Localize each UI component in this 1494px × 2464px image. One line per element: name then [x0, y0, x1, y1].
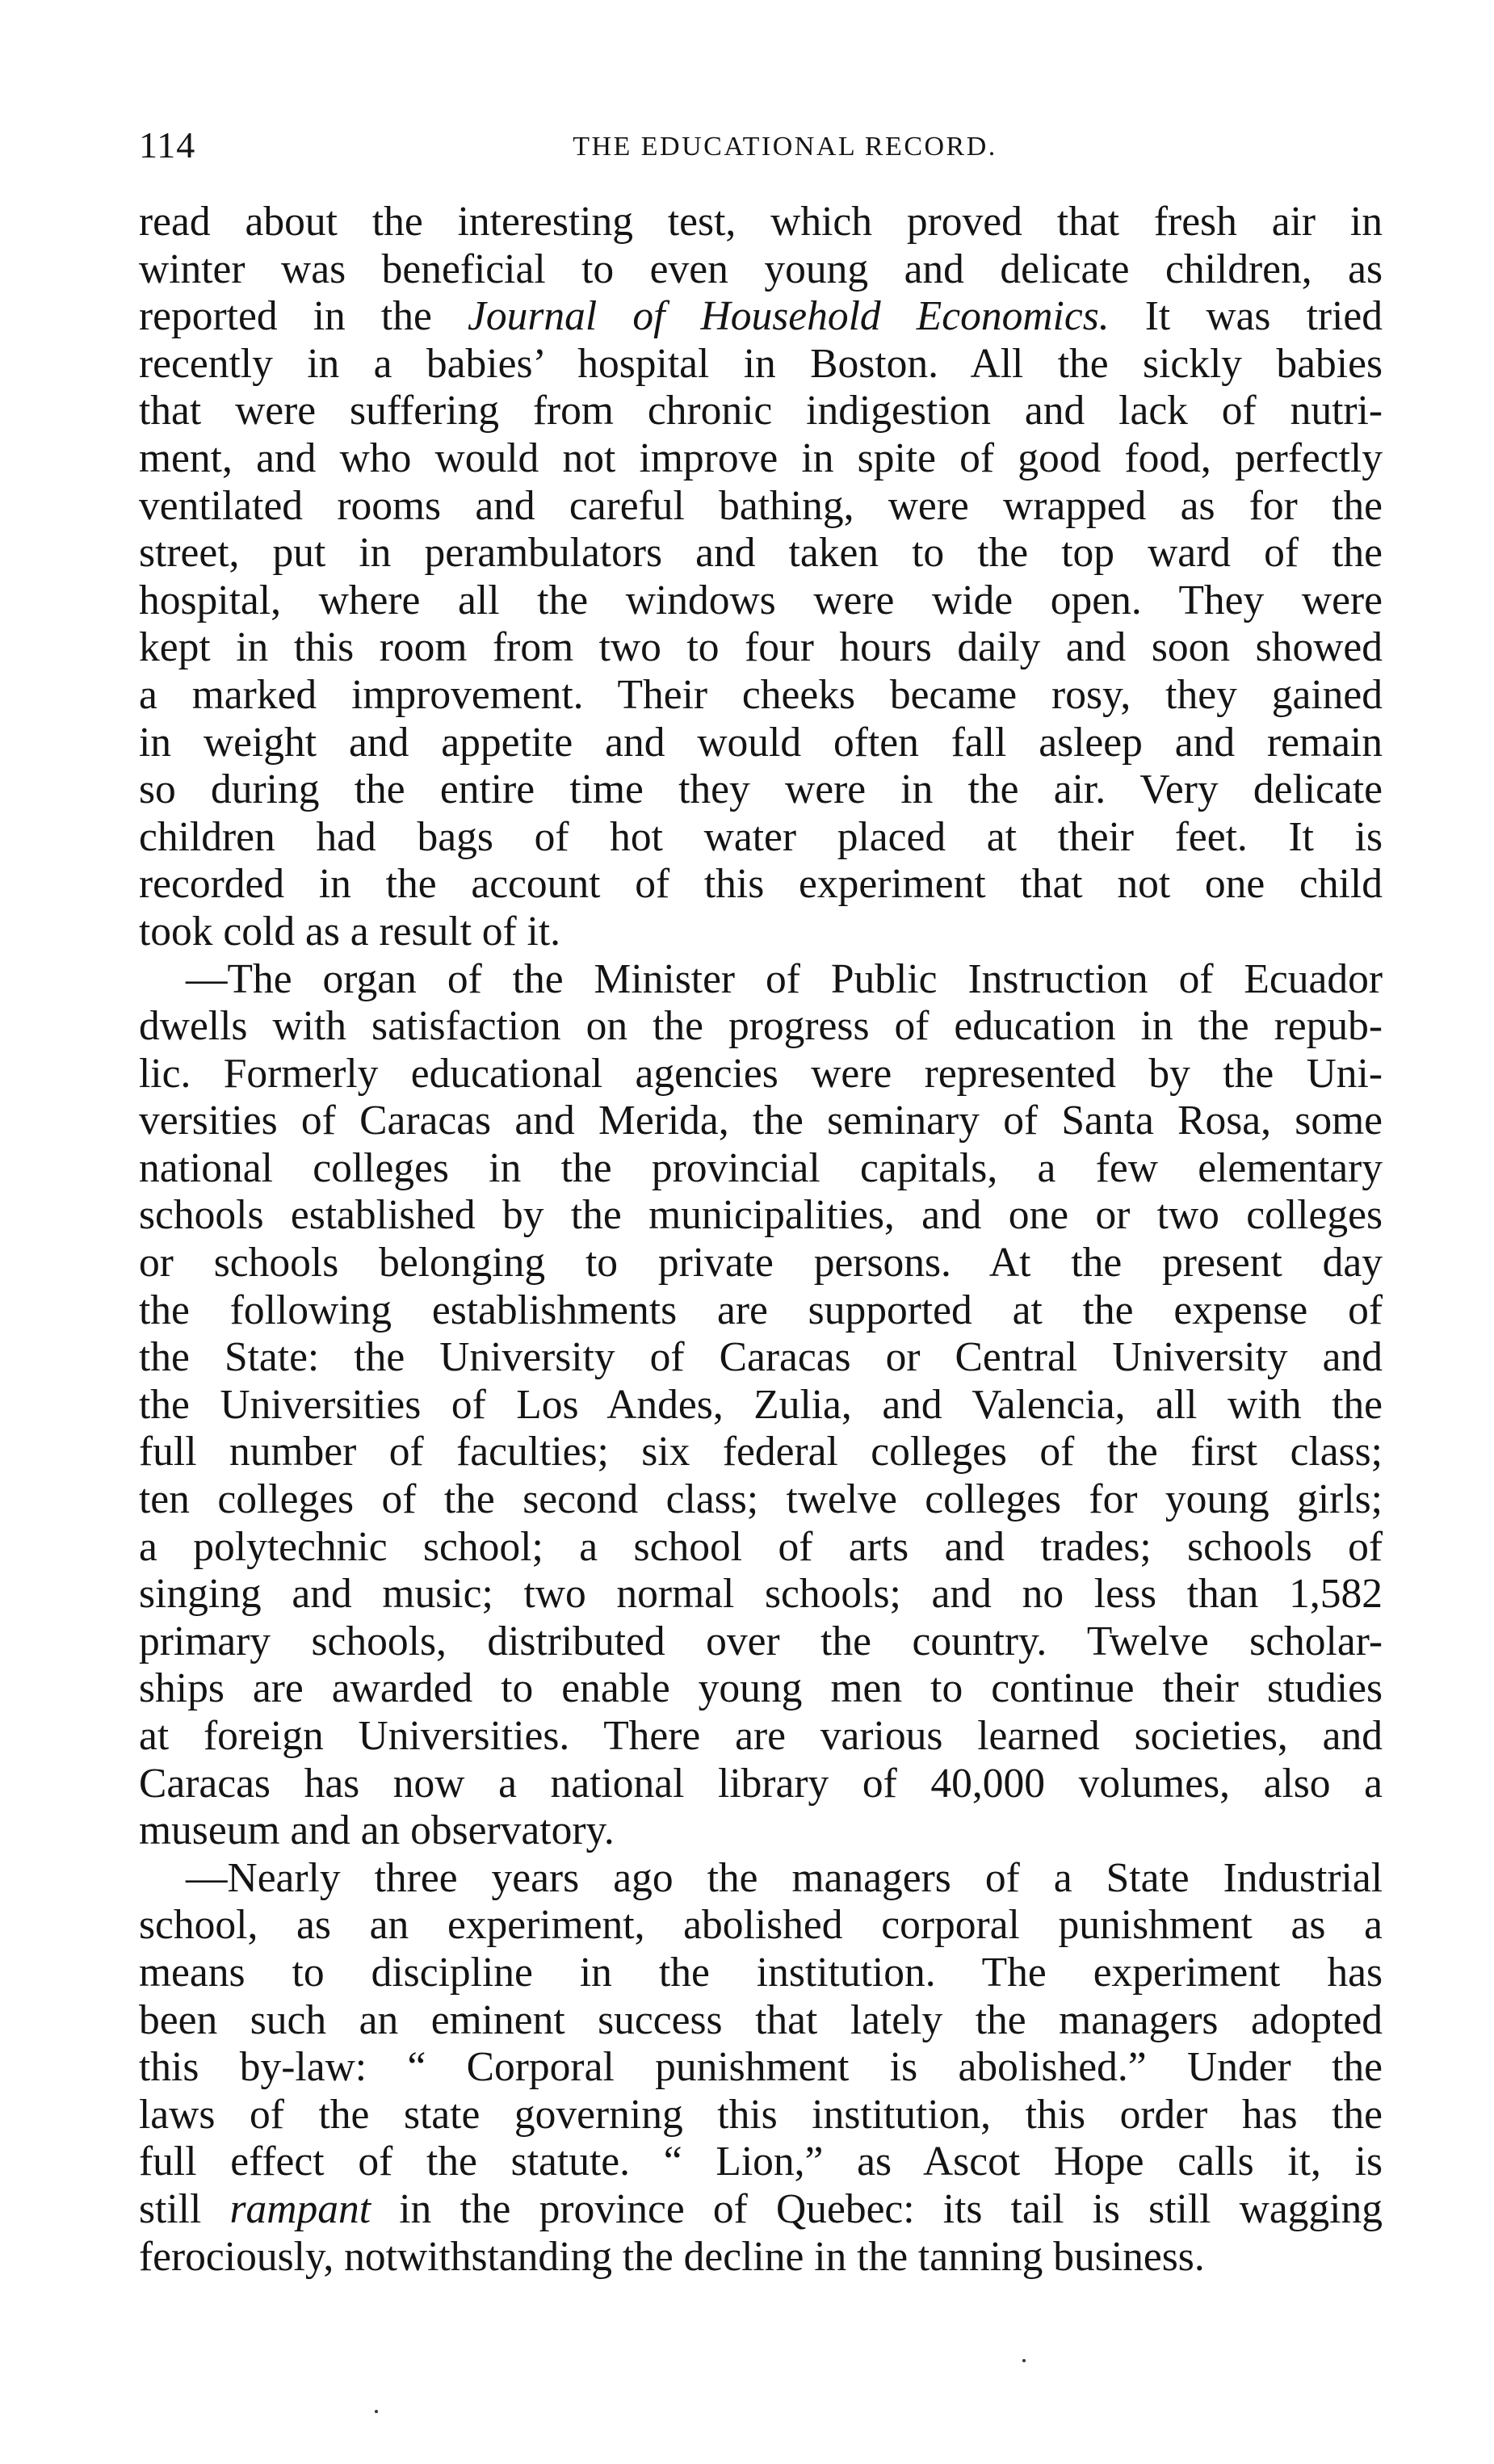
text-run: the following establishments are supported at the expense of: [139, 1287, 1383, 1333]
text-run: Caracas has now a national library of 40,000 volumes, also a: [139, 1760, 1383, 1807]
text-line: [139, 624, 1383, 672]
italic-text-run: Journal of Household Economics.: [467, 293, 1110, 340]
text-run: in weight and appetite and would often fall asleep and remain: [139, 719, 1383, 766]
text-run: that were suffering from chronic indigestion and lack of nutri-: [139, 388, 1383, 434]
text-run: recently in a babies’ hospital in Boston. All the sickly babies: [139, 340, 1383, 387]
text-line: [139, 1382, 1383, 1429]
text-run: full number of faculties; six federal colleges of the first class;: [139, 1429, 1383, 1475]
text-line: [139, 1003, 1383, 1051]
text-run: primary schools, distributed over the country. Twelve scholar-: [139, 1618, 1383, 1664]
text-run: still: [139, 2185, 230, 2232]
text-run: took cold as a result of it.: [139, 908, 561, 955]
text-run: singing and music; two normal schools; and no less than 1,582: [139, 1571, 1383, 1618]
text-run: ships are awarded to enable young men to continue their studies: [139, 1665, 1383, 1712]
text-run: the Universities of Los Andes, Zulia, and Valencia, all with the: [139, 1381, 1383, 1428]
text-line: [139, 956, 1383, 1004]
text-run: school, as an experiment, abolished corporal punishment as a: [139, 1902, 1383, 1949]
text-line: [139, 388, 1383, 435]
text-line: [139, 530, 1383, 577]
text-line: [139, 766, 1383, 814]
text-line: [139, 672, 1383, 720]
text-run: the State: the University of Caracas or Central University and: [139, 1334, 1383, 1381]
text-run: dwells with satisfaction on the progress of education in the repub-: [139, 1003, 1383, 1050]
text-line: [139, 293, 1383, 341]
page-number: 114: [139, 124, 196, 166]
text-run: —Nearly three years ago the managers of a State Industrial: [186, 1854, 1383, 1901]
text-line: [139, 1145, 1383, 1193]
text-run: kept in this room from two to four hours daily and soon showed: [139, 624, 1383, 671]
text-line: [139, 814, 1383, 862]
text-line: [139, 577, 1383, 625]
text-run: full effect of the statute. “ Lion,” as Ascot Hope calls it, is: [139, 2139, 1383, 2185]
text-run: —The organ of the Minister of Public Instruction of Ecuador: [186, 955, 1383, 1002]
text-run: at foreign Universities. There are various learned societies, and: [139, 1713, 1383, 1759]
text-line: [139, 1618, 1383, 1666]
page-header: [139, 121, 1383, 170]
text-line: [139, 2092, 1383, 2139]
text-run: ten colleges of the second class; twelve colleges for young girls;: [139, 1476, 1383, 1523]
text-run: laws of the state governing this institution, this order has the: [139, 2091, 1383, 2138]
text-line: [139, 1098, 1383, 1145]
text-line: [139, 1240, 1383, 1287]
text-line: [139, 2139, 1383, 2186]
text-run: or schools belonging to private persons. At the present day: [139, 1240, 1383, 1287]
paragraph: [139, 956, 1383, 1855]
text-line: [139, 1807, 1383, 1855]
text-line: [139, 2186, 1383, 2234]
text-run: ferociously, notwithstanding the decline in the tanning business.: [139, 2233, 1205, 2280]
text-run: schools established by the municipalities, and one or two colleges: [139, 1192, 1383, 1239]
text-line: [139, 2044, 1383, 2092]
text-run: a marked improvement. Their cheeks became rosy, they gained: [139, 671, 1383, 718]
text-line: [139, 1950, 1383, 1997]
text-run: ment, and who would not improve in spite of good food, perfectly: [139, 434, 1383, 481]
text-line: [139, 1334, 1383, 1382]
text-line: [139, 861, 1383, 909]
text-line: [139, 341, 1383, 388]
running-title: THE EDUCATIONAL RECORD.: [573, 132, 997, 162]
text-run: been such an eminent success that lately the managers adopted: [139, 1996, 1383, 2043]
text-run: lic. Formerly educational agencies were represented by the Uni-: [139, 1050, 1383, 1097]
text-line: [139, 1902, 1383, 1950]
text-run: in the province of Quebec: its tail is still wagging: [371, 2185, 1383, 2232]
paragraph: [139, 1855, 1383, 2281]
text-line: [139, 1476, 1383, 1524]
text-line: [139, 483, 1383, 531]
paragraph: [139, 199, 1383, 956]
article-body: [139, 199, 1383, 2281]
text-run: children had bags of hot water placed at their feet. It is: [139, 813, 1383, 860]
text-line: [139, 2234, 1383, 2281]
text-line: [139, 1997, 1383, 2045]
text-line: [139, 1192, 1383, 1240]
text-run: reported in the: [139, 293, 468, 340]
text-line: [139, 1855, 1383, 1903]
text-line: [139, 1571, 1383, 1618]
text-run: street, put in perambulators and taken to the top ward of the: [139, 530, 1383, 577]
text-line: [139, 1287, 1383, 1335]
text-run: means to discipline in the institution. The experiment has: [139, 1949, 1383, 1996]
speck: [375, 2410, 378, 2413]
text-run: It was tried: [1109, 293, 1383, 340]
text-run: read about the interesting test, which proved that fresh air in: [139, 199, 1383, 245]
text-line: [139, 909, 1383, 956]
text-line: [139, 1524, 1383, 1572]
text-line: [139, 246, 1383, 294]
text-run: so during the entire time they were in the air. Very delicate: [139, 766, 1383, 813]
speck: [1022, 2359, 1026, 2362]
text-run: recorded in the account of this experiment that not one child: [139, 861, 1383, 908]
text-run: this by-law: “ Corporal punishment is abolished.” Under the: [139, 2044, 1383, 2091]
text-line: [139, 1713, 1383, 1761]
text-line: [139, 720, 1383, 767]
text-run: museum and an observatory.: [139, 1807, 615, 1854]
text-line: [139, 1665, 1383, 1713]
text-run: winter was beneficial to even young and delicate children, as: [139, 246, 1383, 292]
text-run: ventilated rooms and careful bathing, were wrapped as for the: [139, 482, 1383, 529]
text-line: [139, 1429, 1383, 1476]
text-run: national colleges in the provincial capitals, a few elementary: [139, 1144, 1383, 1191]
text-line: [139, 1051, 1383, 1098]
text-run: versities of Caracas and Merida, the seminary of Santa Rosa, some: [139, 1098, 1383, 1144]
text-line: [139, 435, 1383, 483]
italic-text-run: rampant: [229, 2185, 371, 2232]
text-line: [139, 1761, 1383, 1808]
text-run: a polytechnic school; a school of arts and trades; schools of: [139, 1523, 1383, 1570]
text-run: hospital, where all the windows were wide open. They were: [139, 577, 1383, 623]
text-line: [139, 199, 1383, 246]
